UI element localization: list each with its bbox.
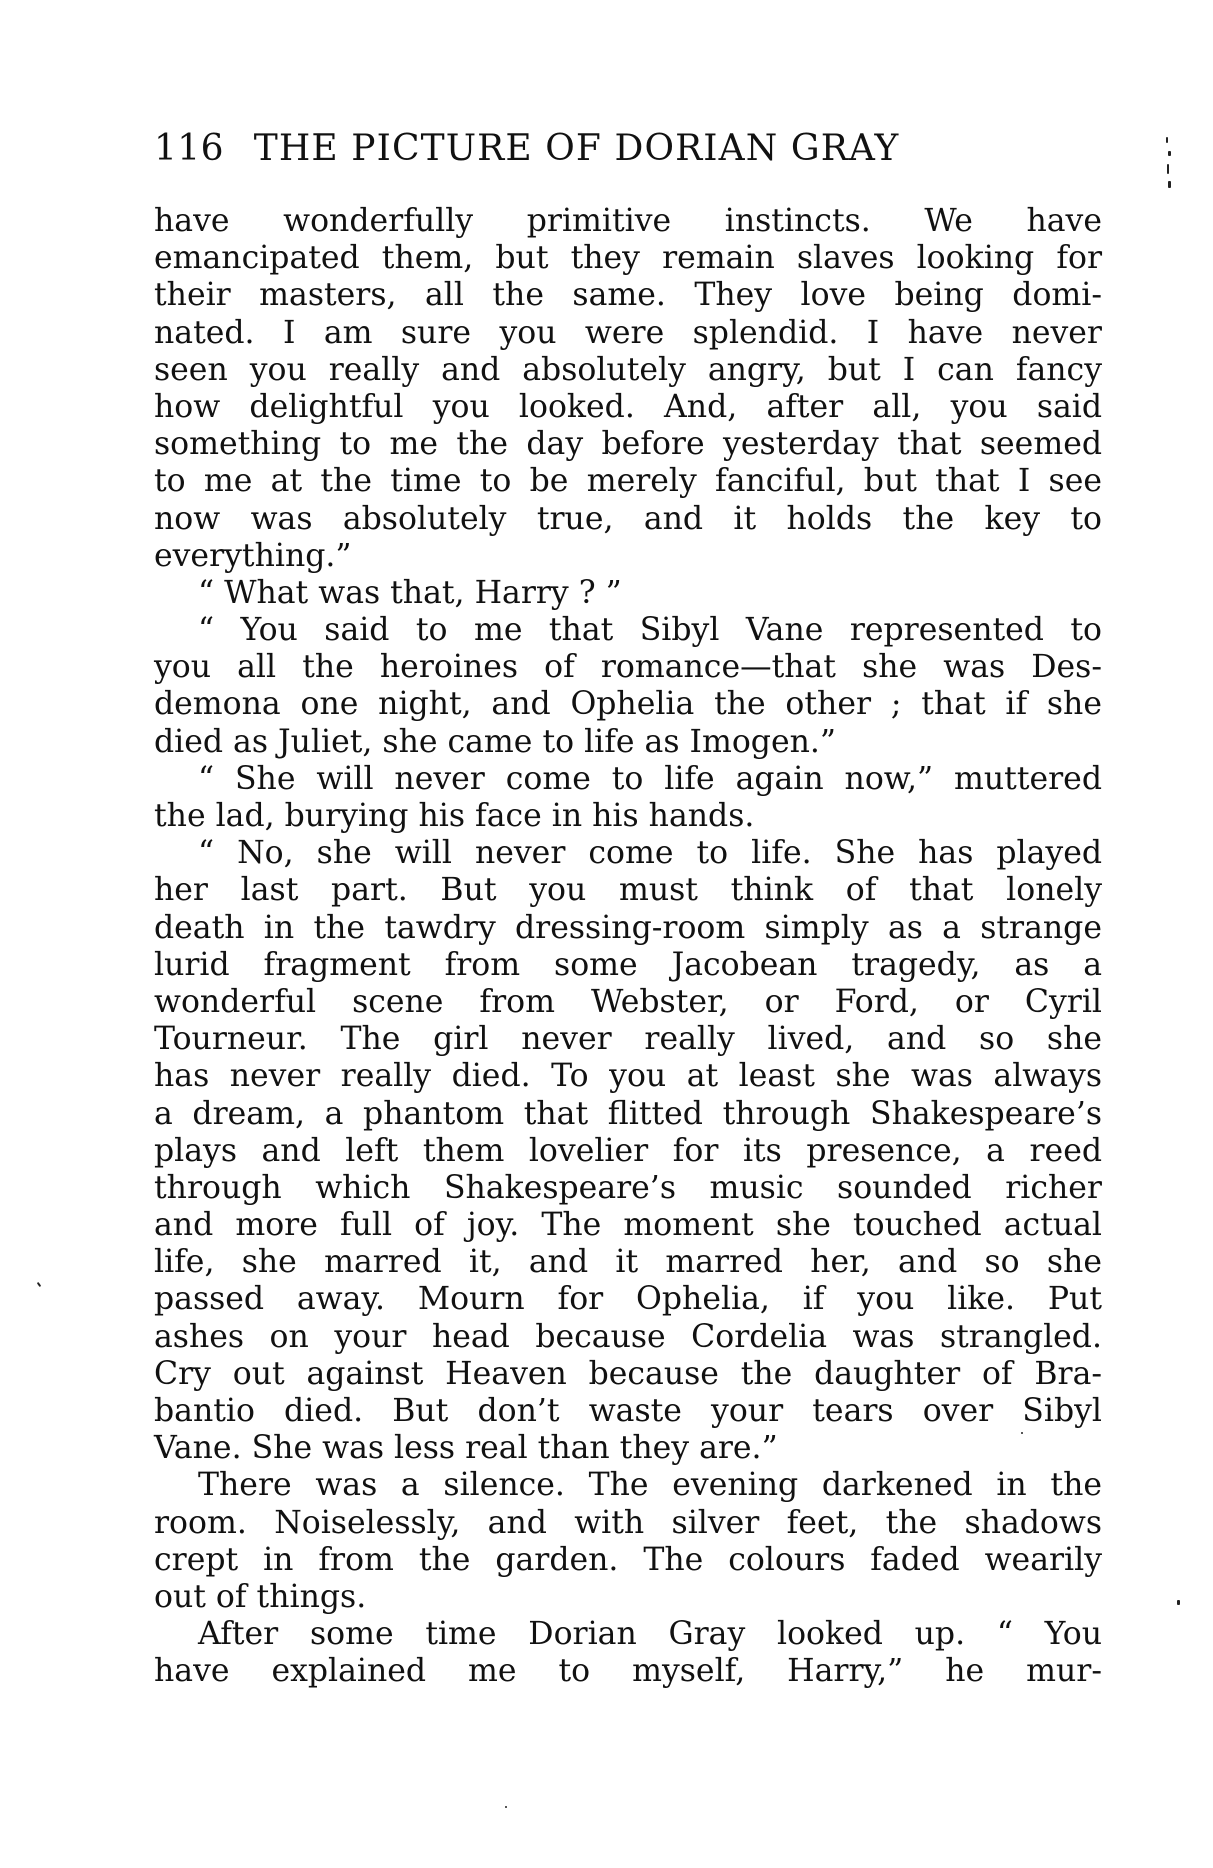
text-line: their masters, all the same. They love being domi- (154, 277, 1102, 314)
text-line: Vane. She was less real than they are.” (154, 1430, 778, 1467)
running-title: THE PICTURE OF DORIAN GRAY (253, 128, 900, 169)
text-line: a dream, a phantom that flitted through Shakespeare’s (154, 1095, 1102, 1132)
text-line: to me at the time to be merely fanciful, but that I see (154, 463, 1102, 500)
text-line: Tourneur. The girl never really lived, and so she (154, 1021, 1102, 1058)
text-line: passed away. Mourn for Ophelia, if you like. Put (154, 1281, 1102, 1318)
text-line: have wonderfully primitive instincts. We have (154, 203, 1102, 239)
text-line: ashes on your head because Cordelia was strangled. (154, 1318, 1102, 1355)
scan-speck (1166, 137, 1168, 143)
text-line: has never really died. To you at least she was always (154, 1058, 1102, 1095)
text-line: “ What was that, Harry ? ” (198, 574, 622, 611)
text-line: There was a silence. The evening darkened in the (198, 1467, 1102, 1504)
scan-speck (1177, 1600, 1180, 1605)
text-line: “ You said to me that Sibyl Vane represented to (198, 612, 1102, 649)
text-line: “ No, she will never come to life. She has played (198, 835, 1102, 872)
body-text (154, 203, 1102, 1691)
text-line: how delightful you looked. And, after all, you said (154, 388, 1102, 425)
scan-speck (1168, 151, 1171, 156)
text-line: through which Shakespeare’s music sounded richer (154, 1169, 1102, 1206)
text-line: wonderful scene from Webster, or Ford, or Cyril (154, 983, 1102, 1020)
scan-speck (505, 1806, 507, 1808)
text-line: emancipated them, but they remain slaves looking for (154, 240, 1102, 277)
text-line: everything.” (154, 537, 352, 574)
text-line: demona one night, and Ophelia the other ; that if she (154, 686, 1102, 723)
scan-speck (37, 1282, 42, 1287)
running-head (154, 127, 1010, 171)
text-line: now was absolutely true, and it holds the key to (154, 500, 1102, 537)
text-line: died as Juliet, she came to life as Imogen.” (154, 723, 837, 760)
text-line: death in the tawdry dressing-room simply as a strange (154, 909, 1102, 946)
text-line: you all the heroines of romance—that she was Des- (154, 649, 1102, 686)
text-line: bantio died. But don’t waste your tears over Sibyl (154, 1393, 1102, 1429)
scan-speck (1167, 164, 1169, 174)
scan-speck (1168, 181, 1171, 188)
text-line: After some time Dorian Gray looked up. “ You (198, 1616, 1102, 1653)
text-line: Cry out against Heaven because the daughter of Bra- (154, 1355, 1102, 1392)
text-line: plays and left them lovelier for its presence, a reed (154, 1132, 1102, 1169)
text-line: room. Noiselessly, and with silver feet, the shadows (154, 1504, 1102, 1541)
text-line: nated. I am sure you were splendid. I have never (154, 314, 1102, 351)
text-line: out of things. (154, 1578, 367, 1615)
text-line: have explained me to myself, Harry,” he mur- (154, 1653, 1102, 1690)
text-line: and more full of joy. The moment she touched actual (154, 1207, 1102, 1244)
scan-speck (1021, 1432, 1023, 1434)
text-line: her last part. But you must think of that lonely (154, 872, 1102, 909)
text-line: crept in from the garden. The colours faded wearily (154, 1541, 1102, 1578)
text-line: life, she marred it, and it marred her, and so she (154, 1244, 1102, 1281)
text-line: lurid fragment from some Jacobean tragedy, as a (154, 946, 1102, 983)
text-line: “ She will never come to life again now,” muttered (198, 760, 1102, 797)
text-line: the lad, burying his face in his hands. (154, 798, 755, 834)
text-line: seen you really and absolutely angry, but I can fancy (154, 351, 1102, 388)
text-line: something to me the day before yesterday that seemed (154, 426, 1102, 463)
page-number: 116 (154, 128, 224, 169)
